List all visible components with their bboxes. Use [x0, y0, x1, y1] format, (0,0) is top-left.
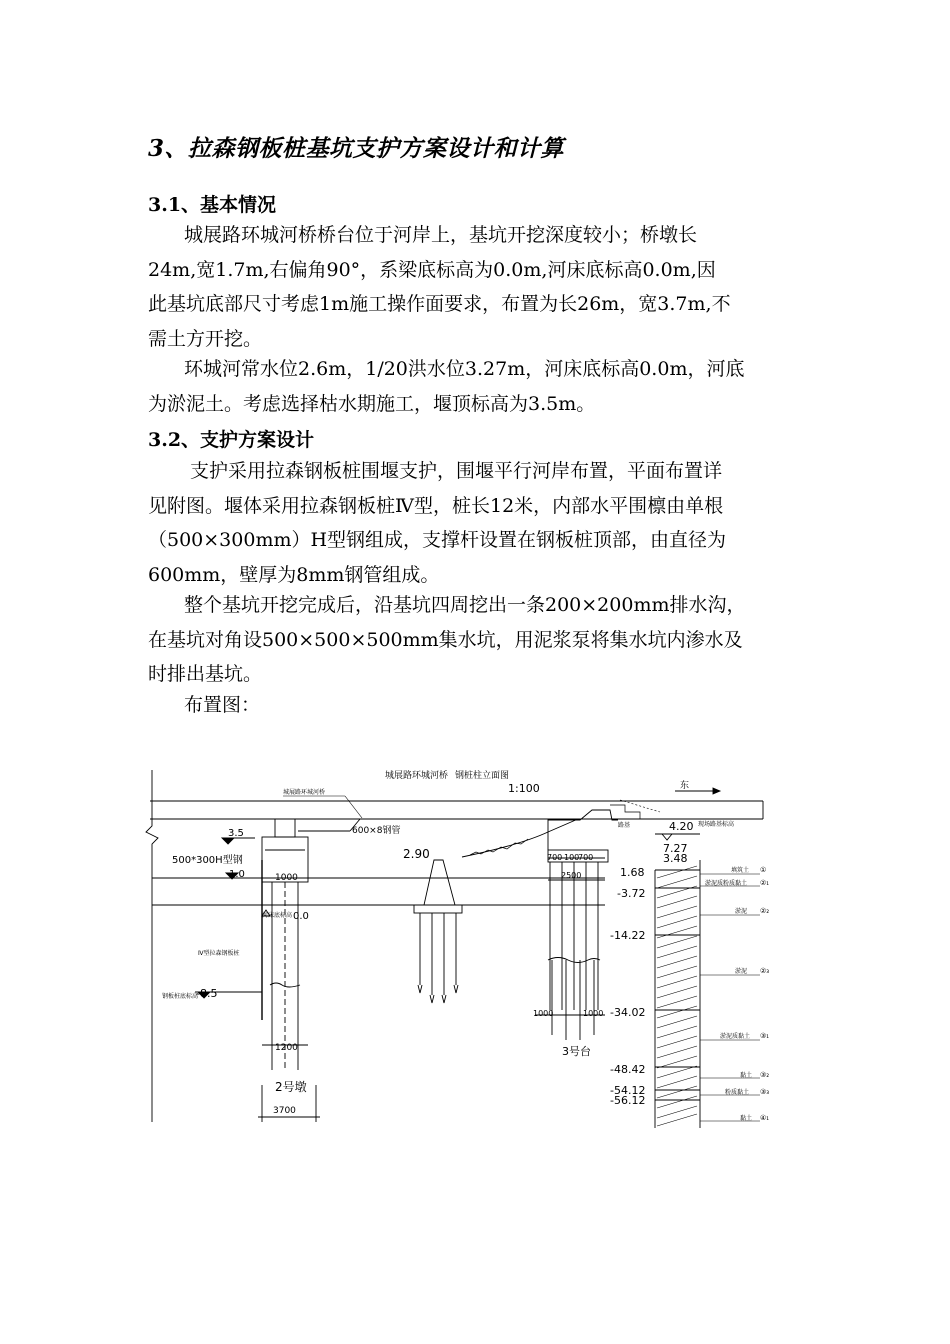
dim-pier-3: 3700	[273, 1106, 296, 1116]
soil-layer-name: 淤泥质黏土	[720, 1033, 751, 1040]
bed-label: 河床底标高	[262, 912, 293, 919]
soil-elevation: -56.12	[610, 1094, 646, 1107]
dim-abut-3: 700	[578, 853, 594, 862]
dim-abut-2: 100	[564, 853, 580, 862]
beam-label: 500*300H型钢	[172, 855, 243, 866]
soil-layer-name: 填筑土	[731, 867, 750, 874]
pipe-label: 600×8钢管	[352, 826, 401, 836]
text-line: 城展路环城河桥桥台位于河岸上，基坑开挖深度较小；桥墩长	[184, 224, 698, 246]
elev-top: 3.5	[228, 828, 244, 839]
pile-bottom-label: 钢板桩底标高	[162, 993, 199, 1000]
trestle	[424, 860, 455, 905]
soil-elevation: -54.12	[610, 1084, 646, 1097]
dim-abut-4: 2500	[561, 871, 582, 880]
text-line: 环城河常水位2.6m，1/20洪水位3.27m，河床底标高0.0m，河底	[184, 358, 745, 380]
pier-cap-top	[275, 819, 295, 837]
text-line: 支护采用拉森钢板桩围堰支护，围堰平行河岸布置，平面布置详	[190, 460, 723, 482]
text-line: 整个基坑开挖完成后，沿基坑四周挖出一条200×200mm排水沟，	[184, 594, 746, 616]
text-line: 在基坑对角设500×500×500mm集水坑，用泥浆泵将集水坑内渗水及	[148, 628, 743, 651]
soil-layer-name: 粉质黏土	[725, 1089, 750, 1096]
elev-bed: 0.0	[293, 911, 309, 922]
dim-pier-2: 1200	[275, 1043, 298, 1053]
slope-line	[462, 819, 578, 857]
page-heading: 3、拉森钢板桩基坑支护方案设计和计算	[148, 135, 565, 162]
embank-label: 现场路基标高	[698, 821, 735, 828]
road-slope: 7.27	[663, 842, 688, 855]
soil-layer-name: 淤泥	[735, 908, 748, 915]
drawing-scale: 1:100	[508, 782, 540, 795]
soil-layer-code: ②₃	[760, 967, 770, 975]
section-title-design: 3.2、支护方案设计	[148, 429, 315, 451]
soil-layer-code: ③₃	[760, 1088, 770, 1096]
drawing-title-2: 钢桩柱立面图	[455, 771, 510, 781]
soil-elevation: 1.68	[620, 866, 645, 879]
ground-elev: 3.48	[663, 852, 688, 865]
text-line: 布置图：	[184, 694, 261, 716]
east-label: 东	[680, 781, 690, 791]
soil-layer-name: 淤泥质粉质黏土	[705, 880, 748, 887]
section-title-basic: 3.1、基本情况	[148, 194, 277, 216]
abut-label: 3号台	[562, 1045, 591, 1058]
soil-elevation: -3.72	[617, 887, 646, 900]
soil-layer-code: ④₁	[760, 1114, 770, 1122]
soil-layer-code: ②₂	[760, 907, 770, 915]
dim-abut-1: 700	[547, 853, 563, 862]
elev-water: 1.0	[229, 869, 245, 880]
dim-pier-1: 1000	[275, 873, 298, 883]
break-line	[146, 770, 158, 1122]
drawing-title: 城展路环城河桥	[385, 771, 449, 781]
elev-pier-cap: 2.90	[403, 847, 430, 861]
soil-elevation: -34.02	[610, 1006, 646, 1019]
deck-label: 城展路环城河桥	[283, 789, 326, 796]
soil-layer-code: ②₁	[760, 879, 770, 887]
soil-hatching	[657, 866, 697, 1126]
text-line: 时排出基坑。	[148, 663, 263, 685]
dim-abut-5: 1000	[533, 1009, 554, 1018]
soil-elevation: -48.42	[610, 1063, 646, 1076]
soil-layer-code: ③₁	[760, 1032, 770, 1040]
text-line: 见附图。堰体采用拉森钢板桩Ⅳ型，桩长12米，内部水平围檩由单根	[148, 494, 724, 517]
soil-layer-name: 黏土	[740, 1115, 753, 1122]
dim-abut-6: 1000	[583, 1009, 604, 1018]
abutment-cap	[548, 810, 618, 850]
road-label: 路基	[618, 822, 631, 829]
road-elev: 4.20	[669, 820, 694, 833]
pier-label: 2号墩	[275, 1080, 307, 1094]
soil-elevation: -14.22	[610, 929, 646, 942]
soil-layer-code: ③₂	[760, 1071, 770, 1079]
text-line: 为淤泥土。考虑选择枯水期施工，堰顶标高为3.5m。	[148, 392, 596, 415]
text-line: 需土方开挖。	[148, 327, 263, 350]
soil-layer-name: 淤泥	[735, 968, 748, 975]
text-line: 600mm，壁厚为8mm钢管组成。	[148, 563, 440, 586]
text-line: 此基坑底部尺寸考虑1m施工操作面要求，布置为长26m，宽3.7m,不	[148, 293, 731, 315]
soil-layer-code: ①	[760, 866, 767, 874]
soil-layer-name: 黏土	[740, 1072, 753, 1079]
elev-pile-bottom: -8.5	[196, 987, 218, 1000]
text-line: （500×300mm）H型钢组成，支撑杆设置在钢板桩顶部，由直径为	[148, 529, 727, 551]
pile-type-label: Ⅳ型拉森钢板桩	[198, 950, 240, 957]
text-line: 24m,宽1.7m,右偏角90°，系梁底标高为0.0m,河床底标高0.0m,因	[148, 258, 716, 281]
